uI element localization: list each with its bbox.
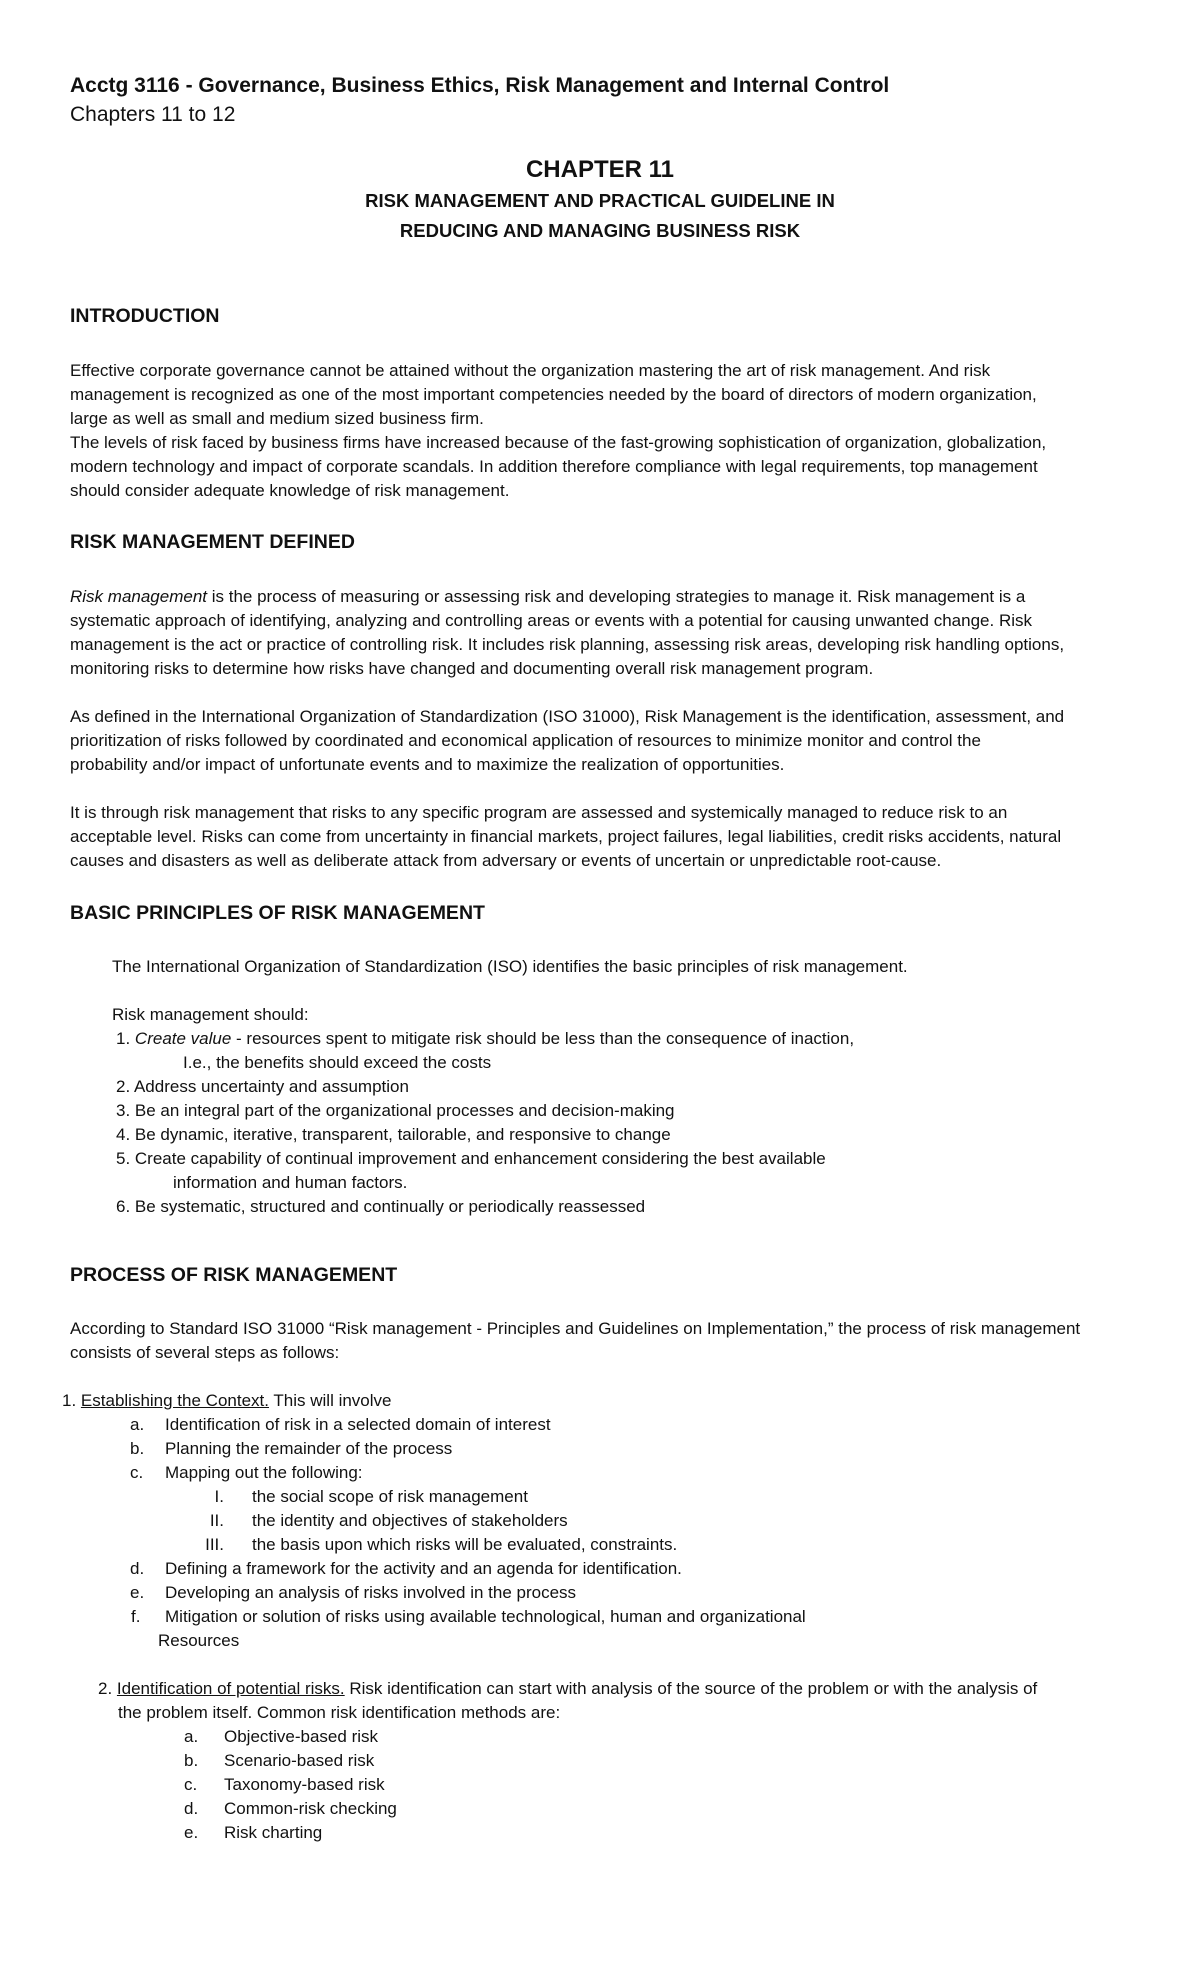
- intro-line: should consider adequate knowledge of risk management.: [70, 481, 510, 500]
- step-number: 2.: [98, 1679, 113, 1698]
- roman-numeral: III.: [205, 1535, 224, 1554]
- principle-item: 5. Create capability of continual improvement and enhancement considering the best available: [116, 1149, 826, 1168]
- roman-numeral: I.: [214, 1487, 224, 1506]
- definition-line: monitoring risks to determine how risks have changed and documenting overall risk management program.: [70, 659, 874, 678]
- risk-sources-line: acceptable level. Risks can come from uncertainty in financial markets, project failures, legal liabilities, credit risks accidents, natural: [70, 827, 1062, 846]
- process-intro-line: According to Standard ISO 31000 “Risk management - Principles and Guidelines on Implementation,” the process of risk management: [70, 1319, 1081, 1338]
- method-letter: e.: [184, 1823, 199, 1842]
- intro-line: The levels of risk faced by business firms have increased because of the fast-growing sophistication of organization, globalization,: [70, 433, 1047, 452]
- step-sub-letter: f.: [131, 1607, 141, 1626]
- step-text: Risk identification can start with analysis of the source of the problem or with the analysis of: [344, 1679, 1038, 1698]
- course-title: Acctg 3116 - Governance, Business Ethics, Risk Management and Internal Control: [70, 74, 890, 97]
- risk-sources-line: causes and disasters as well as deliberate attack from adversary or events of uncertain or unpredictable root-cause.: [70, 851, 942, 870]
- step-continuation: the problem itself. Common risk identification methods are:: [118, 1703, 561, 1722]
- principle-item: 6. Be systematic, structured and continually or periodically reassessed: [116, 1197, 646, 1216]
- step-sub-letter: b.: [130, 1439, 145, 1458]
- principle-item: 4. Be dynamic, iterative, transparent, tailorable, and responsive to change: [116, 1125, 671, 1144]
- chapter-number: CHAPTER 11: [525, 156, 675, 183]
- iso-definition-line: probability and/or impact of unfortunate events and to maximize the realization of opportunities.: [70, 755, 785, 774]
- create-value-term: Create value: [134, 1029, 232, 1048]
- iso-definition-line: As defined in the International Organization of Standardization (ISO 31000), Risk Management is the identification, assessment, and: [70, 707, 1065, 726]
- principle-number: 1.: [116, 1029, 131, 1048]
- iso-definition-line: prioritization of risks followed by coordinated and economical application of resources to minimize monitor and control the: [70, 731, 981, 750]
- method-letter: c.: [184, 1775, 198, 1794]
- step-sub-letter: a.: [130, 1415, 145, 1434]
- method-text: Objective-based risk: [224, 1727, 379, 1746]
- step-sub-continuation: Resources: [158, 1631, 240, 1650]
- principles-heading: BASIC PRINCIPLES OF RISK MANAGEMENT: [70, 902, 485, 924]
- process-intro-line: consists of several steps as follows:: [70, 1343, 340, 1362]
- step-sub-text: Mapping out the following:: [165, 1463, 363, 1482]
- step-sub-text: Mitigation or solution of risks using available technological, human and organizational: [165, 1607, 806, 1626]
- intro-line: large as well as small and medium sized business firm.: [70, 409, 484, 428]
- step-sub-letter: c.: [130, 1463, 144, 1482]
- step-sub-text: Identification of risk in a selected domain of interest: [165, 1415, 551, 1434]
- process-heading: PROCESS OF RISK MANAGEMENT: [70, 1264, 398, 1286]
- definition-heading: RISK MANAGEMENT DEFINED: [70, 531, 355, 553]
- method-text: Common-risk checking: [224, 1799, 397, 1818]
- definition-line: management is the act or practice of controlling risk. It includes risk planning, assessing risk areas, developing risk handling options,: [70, 635, 1065, 654]
- risk-management-term: Risk management: [70, 587, 208, 606]
- step-text: This will involve: [268, 1391, 392, 1410]
- principle-item: 2. Address uncertainty and assumption: [116, 1077, 409, 1096]
- principle-continuation: I.e., the benefits should exceed the costs: [183, 1053, 492, 1072]
- intro-line: modern technology and impact of corporate scandals. In addition therefore compliance with legal requirements, top management: [70, 457, 1038, 476]
- step-sub-text: Defining a framework for the activity and an agenda for identification.: [165, 1559, 682, 1578]
- chapters-subtitle: Chapters 11 to 12: [70, 103, 236, 126]
- roman-item-text: the social scope of risk management: [252, 1487, 528, 1506]
- roman-numeral: II.: [209, 1511, 224, 1530]
- principle-item: 3. Be an integral part of the organizational processes and decision-making: [116, 1101, 675, 1120]
- definition-text: is the process of measuring or assessing risk and developing strategies to manage it. Risk management is a: [207, 587, 1026, 606]
- intro-line: Effective corporate governance cannot be attained without the organization mastering the art of risk management. And risk: [70, 361, 991, 380]
- principle-continuation: information and human factors.: [173, 1173, 408, 1192]
- roman-item-text: the identity and objectives of stakeholders: [252, 1511, 568, 1530]
- process-step-2: [98, 1677, 1037, 1701]
- chapter-title-line2: REDUCING AND MANAGING BUSINESS RISK: [399, 220, 801, 241]
- definition-line: systematic approach of identifying, analyzing and controlling areas or events with a potential for causing unwanted change. Risk: [70, 611, 1033, 630]
- step-sub-letter: e.: [130, 1583, 145, 1602]
- chapter-title-line1: RISK MANAGEMENT AND PRACTICAL GUIDELINE IN: [365, 190, 835, 211]
- method-text: Taxonomy-based risk: [224, 1775, 385, 1794]
- introduction-heading: INTRODUCTION: [70, 305, 220, 327]
- method-text: Scenario-based risk: [224, 1751, 375, 1770]
- method-letter: b.: [184, 1751, 199, 1770]
- method-letter: a.: [184, 1727, 199, 1746]
- principles-intro: The International Organization of Standardization (ISO) identifies the basic principles of risk management.: [112, 957, 908, 976]
- step-title: Identification of potential risks.: [116, 1679, 345, 1698]
- principle-item: [116, 1027, 854, 1051]
- method-text: Risk charting: [224, 1823, 323, 1842]
- step-number: 1.: [62, 1391, 77, 1410]
- step-title: Establishing the Context.: [80, 1391, 269, 1410]
- principle-text: - resources spent to mitigate risk should be less than the consequence of inaction,: [231, 1029, 855, 1048]
- method-letter: d.: [184, 1799, 199, 1818]
- intro-line: management is recognized as one of the most important competencies needed by the board of directors of modern organization,: [70, 385, 1037, 404]
- roman-item-text: the basis upon which risks will be evaluated, constraints.: [252, 1535, 678, 1554]
- step-sub-text: Planning the remainder of the process: [165, 1439, 453, 1458]
- step-sub-text: Developing an analysis of risks involved in the process: [165, 1583, 577, 1602]
- principles-lead: Risk management should:: [112, 1005, 309, 1024]
- risk-sources-line: It is through risk management that risks to any specific program are assessed and systemically managed to reduce risk to an: [70, 803, 1008, 822]
- step-sub-letter: d.: [130, 1559, 145, 1578]
- definition-line: [70, 585, 1025, 609]
- process-step-1: [62, 1389, 392, 1413]
